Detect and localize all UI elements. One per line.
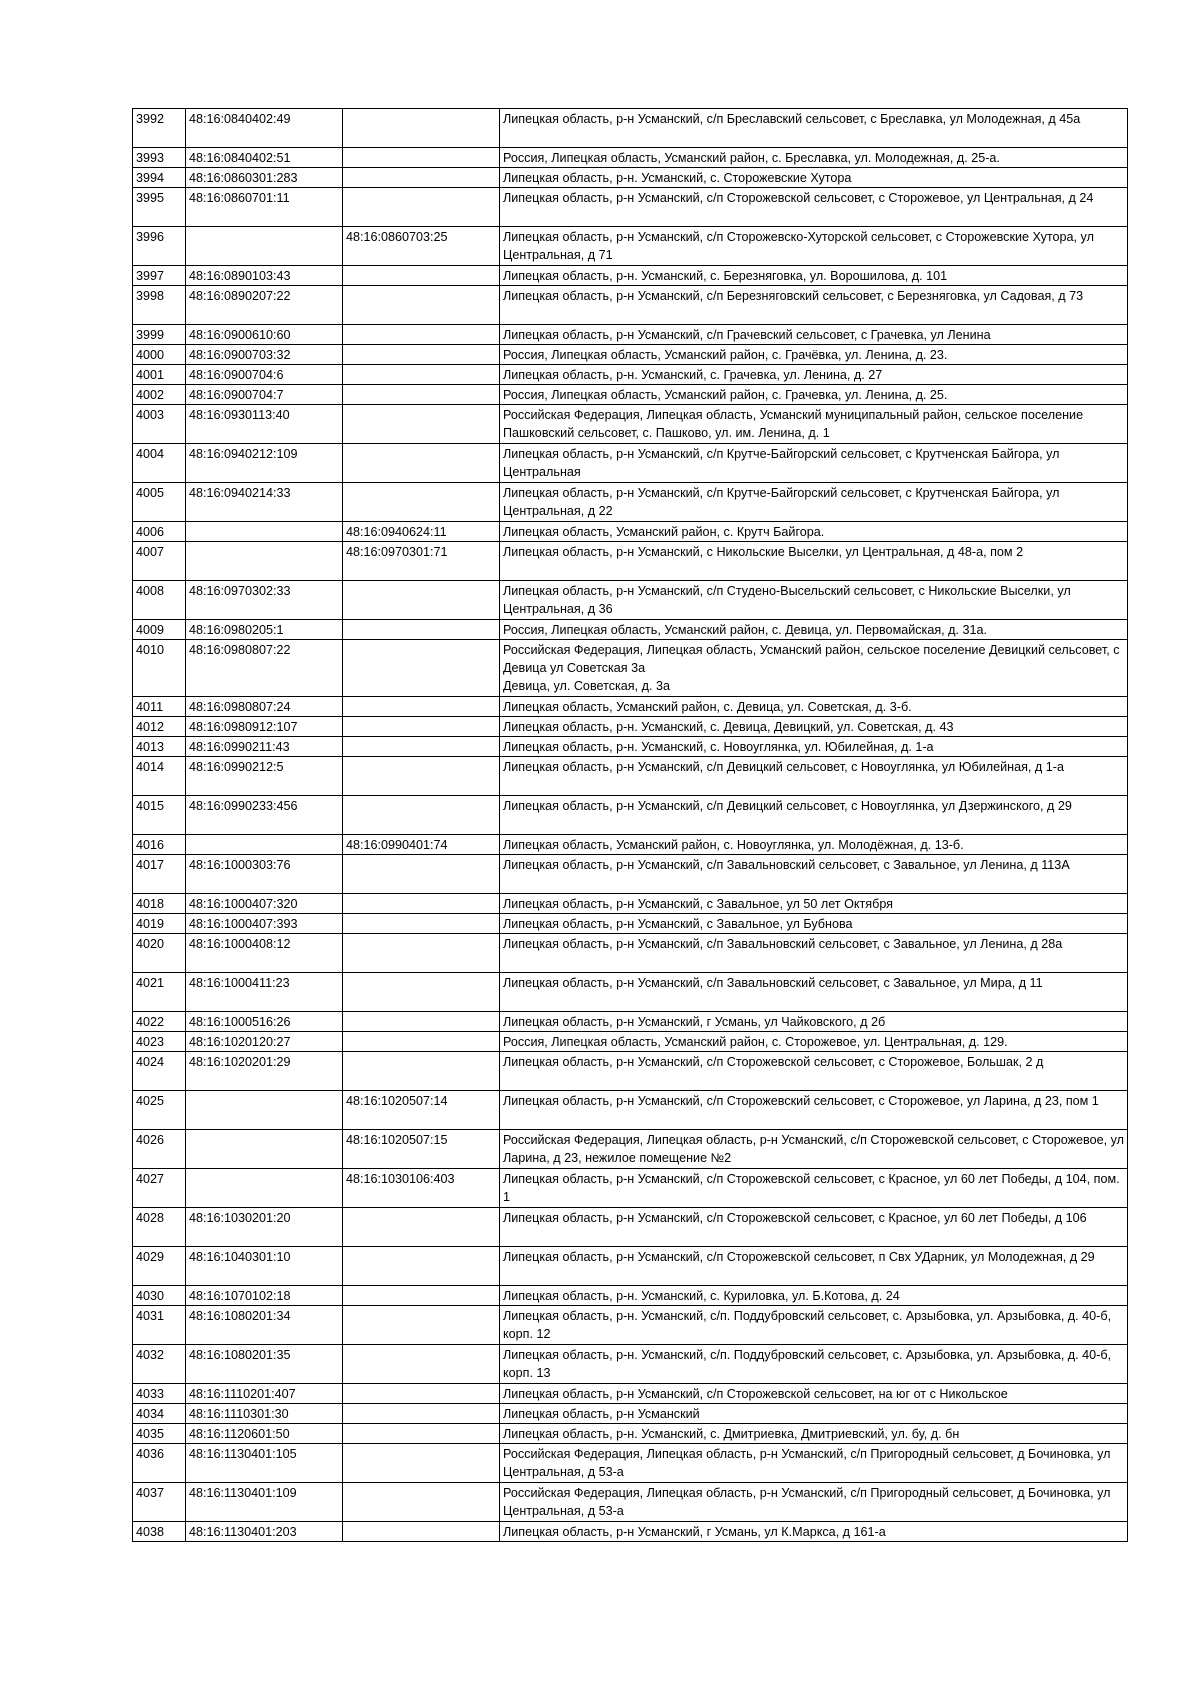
- cadastral-number-cell: [186, 1169, 343, 1208]
- row-number-cell: 4022: [133, 1012, 186, 1032]
- row-number-cell: 3993: [133, 148, 186, 168]
- table-row: [133, 522, 1128, 542]
- address-cell: Липецкая область, р-н. Усманский, с. Сторожевские Хутора: [500, 168, 1128, 188]
- row-number-cell: 4030: [133, 1286, 186, 1306]
- cadastral-number-alt-cell: [343, 973, 500, 1012]
- address-cell: Липецкая область, р-н Усманский, с/п Сторожевской сельсовет, с Сторожевое, Большак, 2 д: [500, 1052, 1128, 1091]
- table-row: [133, 855, 1128, 894]
- cadastral-number-cell: 48:16:0900704:7: [186, 385, 343, 405]
- cadastral-number-alt-cell: [343, 325, 500, 345]
- row-number-cell: 4015: [133, 796, 186, 835]
- table-row: [133, 1286, 1128, 1306]
- cadastral-number-cell: 48:16:1130401:105: [186, 1444, 343, 1483]
- cadastral-number-alt-cell: [343, 1012, 500, 1032]
- address-cell: Липецкая область, р-н Усманский, г Усмань, ул К.Маркса, д 161-а: [500, 1522, 1128, 1542]
- address-cell: Липецкая область, р-н Усманский, с/п Сторожевской сельсовет, п Свх УДарник, ул Молодежная, д 29: [500, 1247, 1128, 1286]
- table-row: [133, 1208, 1128, 1247]
- cadastral-number-alt-cell: [343, 581, 500, 620]
- cadastral-number-cell: 48:16:0980912:107: [186, 717, 343, 737]
- row-number-cell: 4016: [133, 835, 186, 855]
- cadastral-number-cell: 48:16:1070102:18: [186, 1286, 343, 1306]
- address-cell: Липецкая область, р-н Усманский, с/п Девицкий сельсовет, с Новоуглянка, ул Дзержинского, д 29: [500, 796, 1128, 835]
- table-row: [133, 1091, 1128, 1130]
- address-cell: Липецкая область, р-н Усманский, с Завальное, ул 50 лет Октября: [500, 894, 1128, 914]
- address-cell: Липецкая область, р-н Усманский, с/п Бреславский сельсовет, с Бреславка, ул Молодежная, д 45а: [500, 109, 1128, 148]
- table-row: [133, 1169, 1128, 1208]
- cadastral-number-cell: 48:16:1120601:50: [186, 1424, 343, 1444]
- row-number-cell: 4032: [133, 1345, 186, 1384]
- table-row: [133, 757, 1128, 796]
- row-number-cell: 4001: [133, 365, 186, 385]
- cadastral-number-alt-cell: [343, 483, 500, 522]
- row-number-cell: 3995: [133, 188, 186, 227]
- cadastral-number-alt-cell: [343, 1404, 500, 1424]
- cadastral-number-cell: 48:16:0980807:22: [186, 640, 343, 697]
- table-row: [133, 581, 1128, 620]
- table-row: [133, 934, 1128, 973]
- cadastral-number-alt-cell: [343, 640, 500, 697]
- cadastral-number-alt-cell: [343, 1444, 500, 1483]
- cadastral-number-cell: [186, 1130, 343, 1169]
- address-cell: Липецкая область, р-н. Усманский, с. Куриловка, ул. Б.Котова, д. 24: [500, 1286, 1128, 1306]
- address-cell: Липецкая область, р-н Усманский, с/п Сторожевской сельсовет, с Сторожевое, ул Центральная, д 24: [500, 188, 1128, 227]
- address-cell: Липецкая область, р-н Усманский, с/п Завальновский сельсовет, с Завальное, ул Мира, д 11: [500, 973, 1128, 1012]
- cadastral-number-cell: 48:16:0980807:24: [186, 697, 343, 717]
- row-number-cell: 4011: [133, 697, 186, 717]
- cadastral-number-cell: 48:16:0980205:1: [186, 620, 343, 640]
- table-row: [133, 697, 1128, 717]
- row-number-cell: 3992: [133, 109, 186, 148]
- cadastral-number-alt-cell: [343, 1247, 500, 1286]
- table-row: [133, 894, 1128, 914]
- row-number-cell: 4004: [133, 444, 186, 483]
- row-number-cell: 4027: [133, 1169, 186, 1208]
- row-number-cell: 4035: [133, 1424, 186, 1444]
- table-row: [133, 1483, 1128, 1522]
- table-row: [133, 973, 1128, 1012]
- row-number-cell: 3998: [133, 286, 186, 325]
- cadastral-number-alt-cell: [343, 1483, 500, 1522]
- table-row: [133, 717, 1128, 737]
- row-number-cell: 4021: [133, 973, 186, 1012]
- cadastral-number-cell: 48:16:1080201:35: [186, 1345, 343, 1384]
- address-cell: Липецкая область, р-н Усманский: [500, 1404, 1128, 1424]
- row-number-cell: 4036: [133, 1444, 186, 1483]
- cadastral-number-alt-cell: [343, 934, 500, 973]
- address-cell: Липецкая область, Усманский район, с. Девица, ул. Советская, д. 3-б.: [500, 697, 1128, 717]
- table-row: [133, 1052, 1128, 1091]
- address-cell: Липецкая область, р-н Усманский, г Усмань, ул Чайковского, д 2б: [500, 1012, 1128, 1032]
- address-cell: Россия, Липецкая область, Усманский район, с. Грачевка, ул. Ленина, д. 25.: [500, 385, 1128, 405]
- cadastral-number-cell: 48:16:1020201:29: [186, 1052, 343, 1091]
- table-row: [133, 444, 1128, 483]
- table-row: [133, 227, 1128, 266]
- cadastral-number-cell: 48:16:1110301:30: [186, 1404, 343, 1424]
- row-number-cell: 4031: [133, 1306, 186, 1345]
- table-row: [133, 620, 1128, 640]
- row-number-cell: 4018: [133, 894, 186, 914]
- row-number-cell: 4028: [133, 1208, 186, 1247]
- row-number-cell: 3996: [133, 227, 186, 266]
- table-row: [133, 796, 1128, 835]
- cadastral-number-cell: 48:16:1000411:23: [186, 973, 343, 1012]
- address-cell: Липецкая область, р-н Усманский, с/п Крутче-Байгорский сельсовет, с Крутченская Байгора, ул Центральная, д 22: [500, 483, 1128, 522]
- row-number-cell: 4003: [133, 405, 186, 444]
- row-number-cell: 4012: [133, 717, 186, 737]
- address-cell: Российская Федерация, Липецкая область, Усманский район, сельское поселение Девицкий сельсовет, с Девица ул Советская 3а Девица, ул. Советская, д. 3а: [500, 640, 1128, 697]
- cadastral-number-cell: 48:16:1130401:203: [186, 1522, 343, 1542]
- cadastral-number-cell: 48:16:1130401:109: [186, 1483, 343, 1522]
- cadastral-number-cell: 48:16:0890103:43: [186, 266, 343, 286]
- table-row: [133, 168, 1128, 188]
- table-row: [133, 737, 1128, 757]
- address-cell: Липецкая область, р-н Усманский, с/п Студено-Высельский сельсовет, с Никольские Выселки, ул Центральная, д 36: [500, 581, 1128, 620]
- row-number-cell: 4037: [133, 1483, 186, 1522]
- address-cell: Липецкая область, р-н. Усманский, с. Березняговка, ул. Ворошилова, д. 101: [500, 266, 1128, 286]
- address-cell: Липецкая область, р-н. Усманский, с/п. Поддубровский сельсовет, с. Арзыбовка, ул. Арзыбовка, д. 40-б, корп. 13: [500, 1345, 1128, 1384]
- cadastral-number-cell: 48:16:1000516:26: [186, 1012, 343, 1032]
- table-row: [133, 835, 1128, 855]
- row-number-cell: 4019: [133, 914, 186, 934]
- row-number-cell: 4017: [133, 855, 186, 894]
- address-cell: Российская Федерация, Липецкая область, Усманский муниципальный район, сельское поселение Пашковский сельсовет, с. Пашково, ул. им. Ленина, д. 1: [500, 405, 1128, 444]
- cadastral-number-cell: 48:16:1000407:393: [186, 914, 343, 934]
- address-cell: Липецкая область, р-н. Усманский, с. Грачевка, ул. Ленина, д. 27: [500, 365, 1128, 385]
- cadastral-number-alt-cell: [343, 345, 500, 365]
- address-cell: Липецкая область, р-н Усманский, с/п Сторожевско-Хуторской сельсовет, с Сторожевские Хутора, ул Центральная, д 71: [500, 227, 1128, 266]
- table-row: [133, 286, 1128, 325]
- address-cell: Липецкая область, р-н Усманский, с Завальное, ул Бубнова: [500, 914, 1128, 934]
- row-number-cell: 4008: [133, 581, 186, 620]
- address-cell: Липецкая область, Усманский район, с. Крутч Байгора.: [500, 522, 1128, 542]
- row-number-cell: 4029: [133, 1247, 186, 1286]
- table-row: [133, 1032, 1128, 1052]
- cadastral-number-cell: 48:16:0890207:22: [186, 286, 343, 325]
- cadastral-number-alt-cell: [343, 1345, 500, 1384]
- table-row: [133, 914, 1128, 934]
- cadastral-number-alt-cell: [343, 1286, 500, 1306]
- cadastral-number-cell: 48:16:1020120:27: [186, 1032, 343, 1052]
- cadastral-number-cell: 48:16:0900610:60: [186, 325, 343, 345]
- table-row: [133, 542, 1128, 581]
- table-row: [133, 365, 1128, 385]
- address-cell: Липецкая область, р-н Усманский, с/п Грачевский сельсовет, с Грачевка, ул Ленина: [500, 325, 1128, 345]
- address-cell: Липецкая область, р-н Усманский, с/п Сторожевской сельсовет, с Красное, ул 60 лет Победы, д 104, пом. 1: [500, 1169, 1128, 1208]
- cadastral-number-alt-cell: 48:16:1020507:14: [343, 1091, 500, 1130]
- cadastral-number-alt-cell: [343, 914, 500, 934]
- table-row: [133, 266, 1128, 286]
- row-number-cell: 3997: [133, 266, 186, 286]
- cadastral-number-cell: [186, 1091, 343, 1130]
- row-number-cell: 4033: [133, 1384, 186, 1404]
- cadastral-number-alt-cell: 48:16:0860703:25: [343, 227, 500, 266]
- cadastral-number-alt-cell: [343, 757, 500, 796]
- address-cell: Липецкая область, р-н Усманский, с/п Завальновский сельсовет, с Завальное, ул Ленина, д 28а: [500, 934, 1128, 973]
- cadastral-number-alt-cell: [343, 385, 500, 405]
- row-number-cell: 4005: [133, 483, 186, 522]
- table-row: [133, 1404, 1128, 1424]
- cadastral-number-alt-cell: [343, 1208, 500, 1247]
- address-cell: Липецкая область, р-н Усманский, с/п Девицкий сельсовет, с Новоуглянка, ул Юбилейная, д 1-а: [500, 757, 1128, 796]
- registry-table-body: [133, 109, 1128, 1542]
- row-number-cell: 4006: [133, 522, 186, 542]
- row-number-cell: 3999: [133, 325, 186, 345]
- row-number-cell: 3994: [133, 168, 186, 188]
- row-number-cell: 4034: [133, 1404, 186, 1424]
- cadastral-number-cell: 48:16:1080201:34: [186, 1306, 343, 1345]
- cadastral-number-alt-cell: [343, 168, 500, 188]
- cadastral-number-alt-cell: [343, 148, 500, 168]
- row-number-cell: 4024: [133, 1052, 186, 1091]
- cadastral-number-cell: 48:16:0930113:40: [186, 405, 343, 444]
- row-number-cell: 4013: [133, 737, 186, 757]
- table-row: [133, 1522, 1128, 1542]
- cadastral-number-cell: 48:16:0990233:456: [186, 796, 343, 835]
- cadastral-number-alt-cell: [343, 188, 500, 227]
- cadastral-number-alt-cell: [343, 444, 500, 483]
- cadastral-number-alt-cell: [343, 855, 500, 894]
- row-number-cell: 4025: [133, 1091, 186, 1130]
- property-registry-table: [132, 108, 1128, 1542]
- address-cell: Россия, Липецкая область, Усманский район, с. Бреславка, ул. Молодежная, д. 25-а.: [500, 148, 1128, 168]
- row-number-cell: 4023: [133, 1032, 186, 1052]
- table-row: [133, 1384, 1128, 1404]
- table-row: [133, 1247, 1128, 1286]
- address-cell: Липецкая область, р-н. Усманский, с/п. Поддубровский сельсовет, с. Арзыбовка, ул. Арзыбовка, д. 40-б, корп. 12: [500, 1306, 1128, 1345]
- table-row: [133, 1444, 1128, 1483]
- table-row: [133, 1012, 1128, 1032]
- table-row: [133, 109, 1128, 148]
- cadastral-number-cell: 48:16:0840402:49: [186, 109, 343, 148]
- cadastral-number-alt-cell: [343, 620, 500, 640]
- cadastral-number-cell: 48:16:1110201:407: [186, 1384, 343, 1404]
- row-number-cell: 4014: [133, 757, 186, 796]
- cadastral-number-alt-cell: [343, 365, 500, 385]
- cadastral-number-alt-cell: 48:16:0970301:71: [343, 542, 500, 581]
- row-number-cell: 4007: [133, 542, 186, 581]
- address-cell: Липецкая область, р-н Усманский, с Никольские Выселки, ул Центральная, д 48-а, пом 2: [500, 542, 1128, 581]
- table-row: [133, 345, 1128, 365]
- cadastral-number-alt-cell: [343, 894, 500, 914]
- cadastral-number-cell: 48:16:0900703:32: [186, 345, 343, 365]
- row-number-cell: 4000: [133, 345, 186, 365]
- table-row: [133, 1424, 1128, 1444]
- cadastral-number-cell: 48:16:0990211:43: [186, 737, 343, 757]
- cadastral-number-cell: 48:16:0940214:33: [186, 483, 343, 522]
- address-cell: Липецкая область, р-н Усманский, с/п Березняговский сельсовет, с Березняговка, ул Садовая, д 73: [500, 286, 1128, 325]
- cadastral-number-cell: [186, 835, 343, 855]
- row-number-cell: 4026: [133, 1130, 186, 1169]
- cadastral-number-alt-cell: [343, 697, 500, 717]
- table-row: [133, 1306, 1128, 1345]
- row-number-cell: 4002: [133, 385, 186, 405]
- address-cell: Российская Федерация, Липецкая область, р-н Усманский, с/п Сторожевской сельсовет, с Сторожевое, ул Ларина, д 23, нежилое помещение №2: [500, 1130, 1128, 1169]
- cadastral-number-alt-cell: 48:16:0940624:11: [343, 522, 500, 542]
- cadastral-number-alt-cell: [343, 405, 500, 444]
- cadastral-number-alt-cell: 48:16:1030106:403: [343, 1169, 500, 1208]
- cadastral-number-alt-cell: 48:16:1020507:15: [343, 1130, 500, 1169]
- address-cell: Липецкая область, р-н Усманский, с/п Крутче-Байгорский сельсовет, с Крутченская Байгора, ул Центральная: [500, 444, 1128, 483]
- table-row: [133, 1345, 1128, 1384]
- cadastral-number-cell: 48:16:1000408:12: [186, 934, 343, 973]
- cadastral-number-cell: [186, 227, 343, 266]
- cadastral-number-cell: 48:16:0840402:51: [186, 148, 343, 168]
- cadastral-number-alt-cell: [343, 1306, 500, 1345]
- row-number-cell: 4038: [133, 1522, 186, 1542]
- row-number-cell: 4010: [133, 640, 186, 697]
- address-cell: Липецкая область, р-н Усманский, с/п Сторожевской сельсовет, на юг от с Никольское: [500, 1384, 1128, 1404]
- cadastral-number-cell: [186, 542, 343, 581]
- cadastral-number-cell: 48:16:0860301:283: [186, 168, 343, 188]
- address-cell: Липецкая область, р-н. Усманский, с. Новоуглянка, ул. Юбилейная, д. 1-а: [500, 737, 1128, 757]
- cadastral-number-alt-cell: [343, 1032, 500, 1052]
- table-row: [133, 385, 1128, 405]
- cadastral-number-cell: 48:16:0940212:109: [186, 444, 343, 483]
- address-cell: Россия, Липецкая область, Усманский район, с. Грачёвка, ул. Ленина, д. 23.: [500, 345, 1128, 365]
- cadastral-number-alt-cell: [343, 1052, 500, 1091]
- address-cell: Российская Федерация, Липецкая область, р-н Усманский, с/п Пригородный сельсовет, д Бочиновка, ул Центральная, д 53-а: [500, 1444, 1128, 1483]
- address-cell: Липецкая область, р-н. Усманский, с. Дмитриевка, Дмитриевский, ул. бу, д. бн: [500, 1424, 1128, 1444]
- cadastral-number-alt-cell: [343, 737, 500, 757]
- cadastral-number-cell: 48:16:0900704:6: [186, 365, 343, 385]
- cadastral-number-alt-cell: [343, 1424, 500, 1444]
- address-cell: Липецкая область, Усманский район, с. Новоуглянка, ул. Молодёжная, д. 13-б.: [500, 835, 1128, 855]
- cadastral-number-cell: 48:16:0990212:5: [186, 757, 343, 796]
- cadastral-number-cell: 48:16:1040301:10: [186, 1247, 343, 1286]
- cadastral-number-alt-cell: [343, 1522, 500, 1542]
- table-row: [133, 1130, 1128, 1169]
- row-number-cell: 4009: [133, 620, 186, 640]
- address-cell: Липецкая область, р-н. Усманский, с. Девица, Девицкий, ул. Советская, д. 43: [500, 717, 1128, 737]
- table-row: [133, 148, 1128, 168]
- address-cell: Липецкая область, р-н Усманский, с/п Завальновский сельсовет, с Завальное, ул Ленина, д 113А: [500, 855, 1128, 894]
- cadastral-number-alt-cell: [343, 1384, 500, 1404]
- address-cell: Российская Федерация, Липецкая область, р-н Усманский, с/п Пригородный сельсовет, д Бочиновка, ул Центральная, д 53-а: [500, 1483, 1128, 1522]
- table-row: [133, 188, 1128, 227]
- table-row: [133, 325, 1128, 345]
- table-row: [133, 640, 1128, 697]
- cadastral-number-cell: [186, 522, 343, 542]
- cadastral-number-cell: 48:16:1030201:20: [186, 1208, 343, 1247]
- cadastral-number-alt-cell: [343, 109, 500, 148]
- cadastral-number-alt-cell: [343, 717, 500, 737]
- cadastral-number-cell: 48:16:1000303:76: [186, 855, 343, 894]
- address-cell: Россия, Липецкая область, Усманский район, с. Сторожевое, ул. Центральная, д. 129.: [500, 1032, 1128, 1052]
- table-row: [133, 483, 1128, 522]
- table-row: [133, 405, 1128, 444]
- cadastral-number-alt-cell: [343, 286, 500, 325]
- address-cell: Липецкая область, р-н Усманский, с/п Сторожевский сельсовет, с Сторожевое, ул Ларина, д 23, пом 1: [500, 1091, 1128, 1130]
- address-cell: Липецкая область, р-н Усманский, с/п Сторожевской сельсовет, с Красное, ул 60 лет Победы, д 106: [500, 1208, 1128, 1247]
- address-cell: Россия, Липецкая область, Усманский район, с. Девица, ул. Первомайская, д. 31а.: [500, 620, 1128, 640]
- cadastral-number-cell: 48:16:0860701:11: [186, 188, 343, 227]
- cadastral-number-cell: 48:16:1000407:320: [186, 894, 343, 914]
- cadastral-number-alt-cell: [343, 796, 500, 835]
- row-number-cell: 4020: [133, 934, 186, 973]
- cadastral-number-alt-cell: [343, 266, 500, 286]
- cadastral-number-alt-cell: 48:16:0990401:74: [343, 835, 500, 855]
- cadastral-number-cell: 48:16:0970302:33: [186, 581, 343, 620]
